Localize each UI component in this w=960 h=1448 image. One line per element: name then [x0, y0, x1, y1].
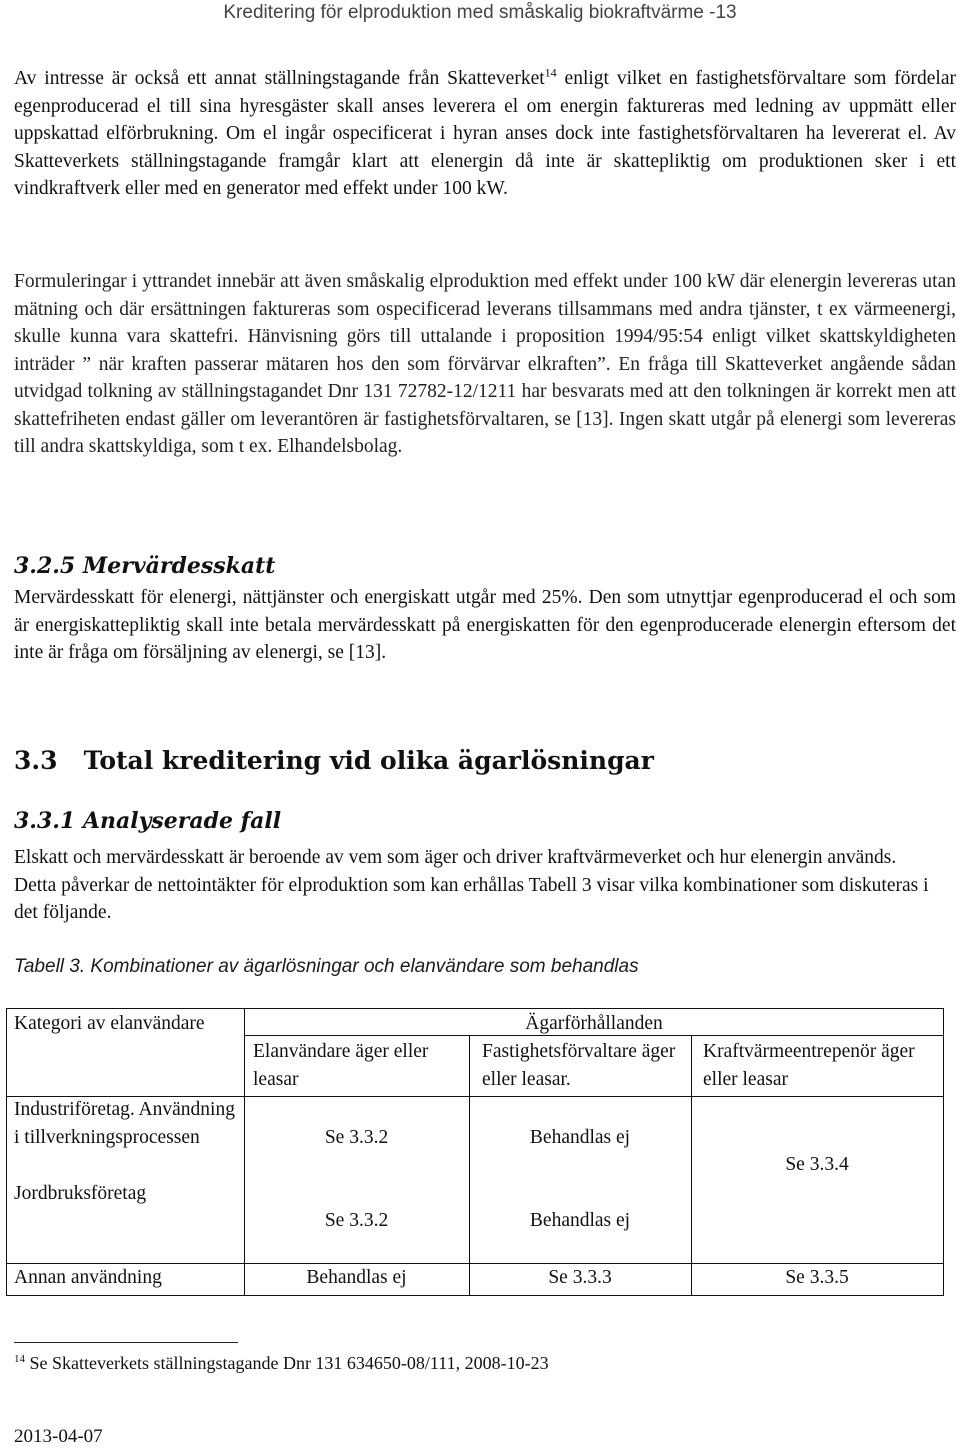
cell-other-user: Behandlas ej — [306, 1267, 407, 1288]
paragraph-3: Mervärdesskatt för elenergi, nättjänster och energiskatt utgår med 25%. Den som utnyttjar egenproducerad el och som är energiskattepliktig skall inte betala mervärdesskatt på energiskatten för den egenproducerade elenergin eftersom det inte är fråga om försäljning av elenergi, se [13]. — [14, 587, 956, 663]
footnote-separator — [14, 1342, 238, 1343]
table-caption: Tabell 3. Kombinationer av ägarlösningar och elanvändare som behandlas — [14, 956, 639, 977]
footnote-ref-14[interactable]: 14 — [544, 65, 557, 80]
footnote-number: 14 — [14, 1353, 25, 1365]
paragraph-2: Formuleringar i yttrandet innebär att även småskalig elproduktion med effekt under 100 kW där elenergin levereras utan mätning och där ersättningen faktureras som ospecificerad leverans tillsammans med andra tjänster, t ex värmeenergi, skulle kunna vara skattefri. Hänvisning görs till uttalande i proposition 1994/95:54 enligt vilket skattskyldigheten inträder ” när kraften passerar mätaren hos den som förvärvar elkraften”. En fråga till Skatteverket angående sådan utvidgad tolkning av ställningstagandet Dnr 131 72782-12/1211 har besvarats med att den tolkningen är korrekt men att skattefriheten endast gäller om leverantören är fastighetsförvaltaren, se [13]. Ingen skatt utgår på elenergi som levereras till andra skattskyldiga, som t ex. Elhandelsbolag. — [14, 271, 956, 457]
footnote-text: Se Skatteverkets ställningstagande Dnr 131 634650-08/111, 2008-10-23 — [25, 1353, 549, 1373]
row-label-other: Annan användning — [14, 1267, 162, 1288]
footnote-14 — [14, 1353, 549, 1374]
row-label-industry: Industriföretag. Användning i tillverkningsprocessen — [14, 1099, 235, 1148]
paragraph-1-text-a: Av intresse är också ett annat ställningstagande från Skatteverket — [14, 68, 545, 89]
row-label-agriculture: Jordbruksföretag — [14, 1183, 147, 1204]
header-user-owns: Elanvändare äger eller leasar — [253, 1041, 429, 1090]
cell-industry-agriculture-entrepreneur: Se 3.3.4 — [785, 1154, 849, 1175]
header-ownership: Ägarförhållanden — [525, 1013, 663, 1034]
header-chp-entrepreneur-owns: Kraftvärmeentrepenör äger eller leasar — [703, 1041, 915, 1090]
cell-industry-property: Behandlas ej — [529, 1127, 631, 1148]
running-header: Kreditering för elproduktion med småskalig biokraftvärme -13 — [223, 2, 737, 23]
paragraph-1-text-b: enligt vilket en fastighetsförvaltare som fördelar egenproducerad el till sina hyresgäster skall anses leverera el om energin faktureras med ledning av uppmätt eller uppskattad elförbrukning. Om el ingår ospecificerat i hyran anses dock inte fastighetsförvaltaren ha levererat el. Av Skatteverkets ställningstagande framgår klart att elenergin då inte är skattepliktig om produktionen sker i ett vindkraftverk eller med en generator med effekt under 100 kW. — [14, 68, 956, 199]
header-property-manager-owns: Fastighetsförvaltare äger eller leasar. — [482, 1041, 676, 1090]
header-category: Kategori av elanvändare — [14, 1013, 205, 1034]
cell-other-entrepreneur: Se 3.3.5 — [785, 1267, 849, 1288]
paragraph-4: Elskatt och mervärdesskatt är beroende av vem som äger och driver kraftvärmeverket och hur elenergin används. Detta påverkar de nettointäkter för elproduktion som kan erhållas Tabell 3 visar vilka kombinationer som diskuteras i det följande. — [14, 847, 929, 923]
cell-other-property: Se 3.3.3 — [548, 1267, 612, 1288]
heading-3-3: 3.3 Total kreditering vid olika ägarlösningar — [14, 746, 654, 775]
cell-agriculture-user: Se 3.3.2 — [324, 1210, 389, 1231]
cell-industry-user: Se 3.3.2 — [324, 1127, 389, 1148]
heading-3-3-1: 3.3.1 Analyserade fall — [14, 808, 282, 834]
paragraph-1 — [14, 65, 956, 203]
cell-agriculture-property: Behandlas ej — [529, 1210, 631, 1231]
page-date: 2013-04-07 — [14, 1426, 103, 1447]
heading-3-2-5: 3.2.5 Mervärdesskatt — [14, 553, 276, 579]
